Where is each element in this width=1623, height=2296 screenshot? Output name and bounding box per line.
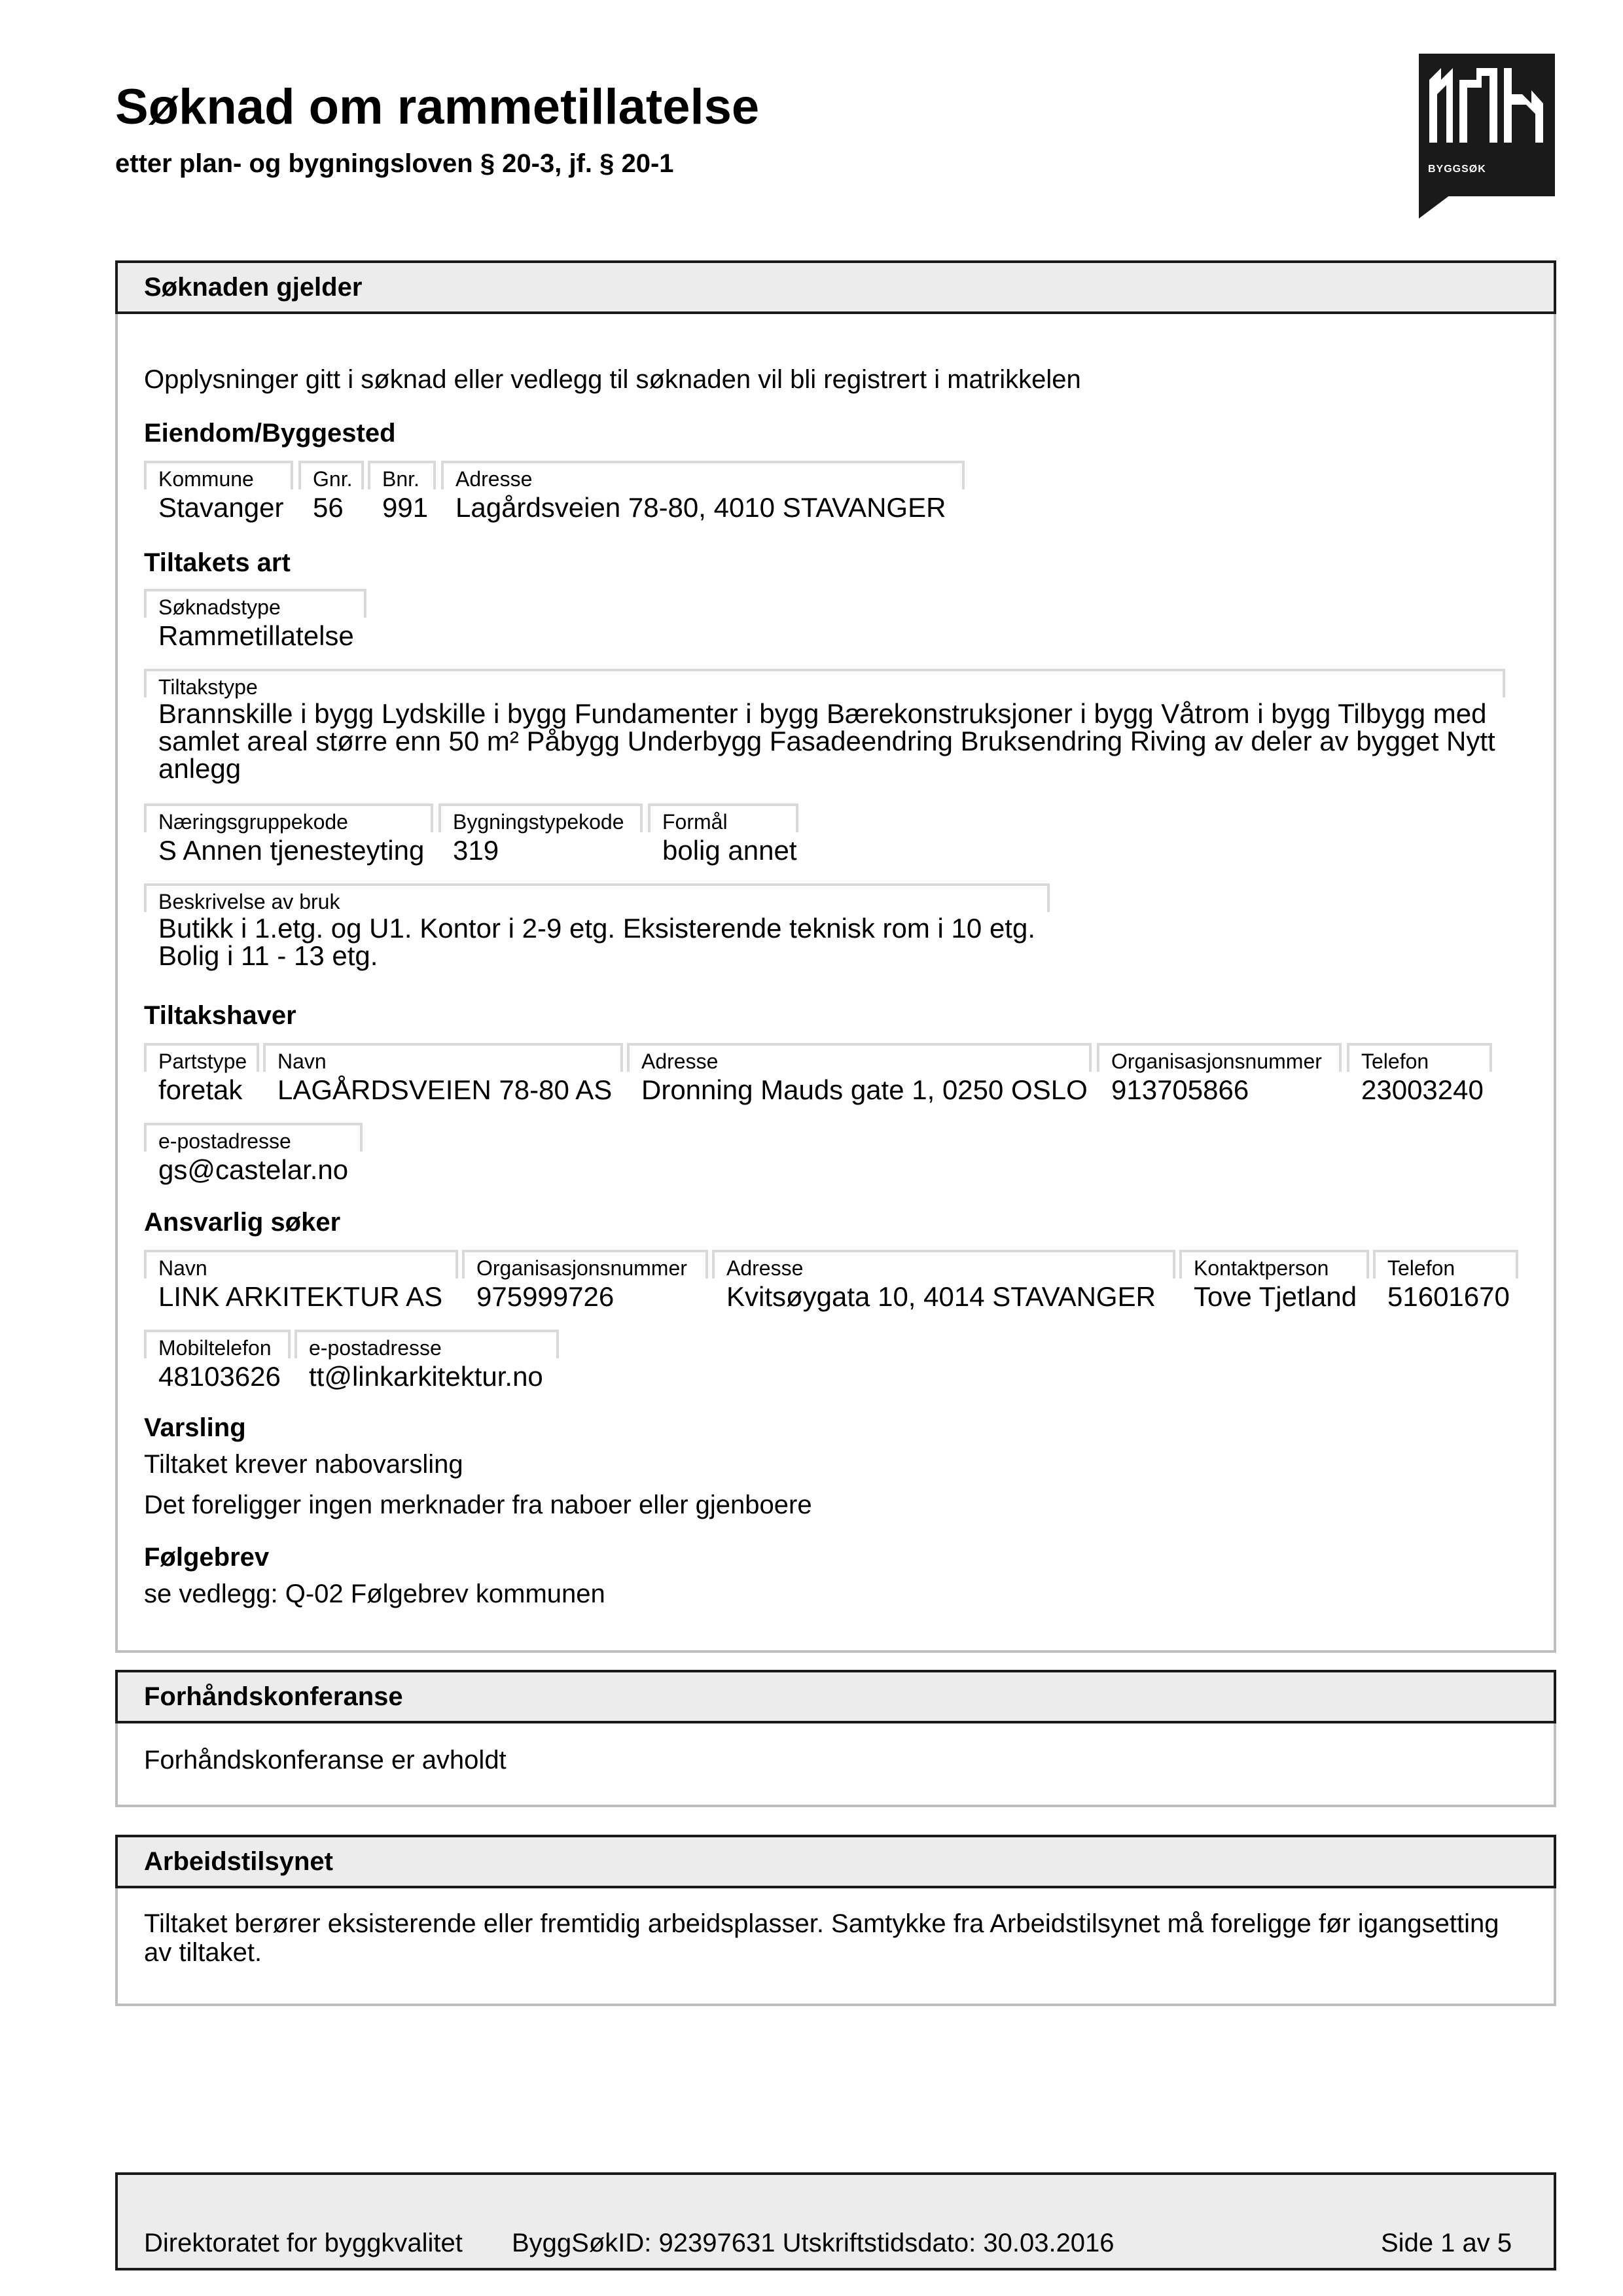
varsling-line1: Tiltaket krever nabovarsling (144, 1450, 463, 1479)
soknadstype-value: Rammetillatelse (158, 620, 354, 651)
tiltakshaver-epost-field (144, 1123, 363, 1186)
kommune-field (144, 461, 293, 523)
soker-epost-field (294, 1330, 559, 1392)
formal-value: bolig annet (662, 835, 797, 866)
matrikkel-intro: Opplysninger gitt i søknad eller vedlegg til søknaden vil bli registrert i matrikkelen (144, 365, 1081, 394)
bygningstypekode-label: Bygningstypekode (438, 804, 643, 832)
tiltakshaver-orgnr-label: Organisasjonsnummer (1097, 1043, 1342, 1072)
kommune-label: Kommune (144, 461, 293, 489)
beskrivelse-line1: Butikk i 1.etg. og U1. Kontor i 2-9 etg. Eksisterende teknisk rom i 10 etg. (158, 913, 1036, 944)
ansvarlig-soker-heading: Ansvarlig søker (144, 1208, 341, 1237)
soker-telefon-field (1373, 1250, 1518, 1313)
tiltakstype-field (144, 669, 1505, 783)
tiltakshaver-orgnr-value: 913705866 (1111, 1074, 1249, 1105)
forhandskonferanse-section (115, 1670, 1556, 1807)
gnr-field (298, 461, 364, 523)
folgebrev-text: se vedlegg: Q-02 Følgebrev kommunen (144, 1580, 605, 1608)
kommune-value: Stavanger (158, 492, 284, 523)
tiltakshaver-orgnr-field (1097, 1043, 1342, 1106)
beskrivelse-label: Beskrivelse av bruk (144, 883, 1050, 912)
varsling-heading: Varsling (144, 1413, 246, 1442)
tiltakstype-label: Tiltakstype (144, 669, 1505, 698)
tiltakshaver-adresse-field (627, 1043, 1092, 1106)
soker-navn-value: LINK ARKITEKTUR AS (158, 1281, 443, 1312)
soker-orgnr-label: Organisasjonsnummer (462, 1250, 708, 1279)
bygningstypekode-value: 319 (453, 835, 499, 866)
soker-kontakt-value: Tove Tjetland (1194, 1281, 1357, 1312)
soknadstype-field (144, 589, 366, 652)
soker-epost-value: tt@linkarkitektur.no (309, 1361, 543, 1392)
bnr-field (368, 461, 436, 523)
tiltakshaver-telefon-label: Telefon (1347, 1043, 1492, 1072)
footer-id: ByggSøkID: 92397631 Utskriftstidsdato: 30.03.2016 (512, 2229, 1115, 2257)
tiltakshaver-epost-value: gs@castelar.no (158, 1154, 349, 1185)
tiltakshaver-adresse-value: Dronning Mauds gate 1, 0250 OSLO (641, 1074, 1088, 1105)
beskrivelse-line2: Bolig i 11 - 13 etg. (158, 940, 378, 971)
soker-telefon-value: 51601670 (1387, 1281, 1510, 1312)
footer-page: Side 1 av 5 (1381, 2229, 1512, 2257)
tiltakshaver-navn-value: LAGÅRDSVEIEN 78-80 AS (277, 1074, 613, 1105)
partstype-field (144, 1043, 259, 1106)
bnr-label: Bnr. (368, 461, 436, 489)
soker-navn-field (144, 1250, 458, 1313)
partstype-label: Partstype (144, 1043, 259, 1072)
soker-mobil-label: Mobiltelefon (144, 1330, 291, 1358)
arbeidstilsynet-section (115, 1835, 1556, 2006)
soker-kontakt-field (1179, 1250, 1369, 1313)
soker-mobil-field (144, 1330, 291, 1392)
bnr-value: 991 (382, 492, 429, 523)
soker-orgnr-field (462, 1250, 708, 1313)
soker-adresse-label: Adresse (712, 1250, 1175, 1279)
soker-kontakt-label: Kontaktperson (1179, 1250, 1369, 1279)
naeringsgruppekode-label: Næringsgruppekode (144, 804, 433, 832)
soker-orgnr-value: 975999726 (476, 1281, 615, 1312)
soker-mobil-value: 48103626 (158, 1361, 281, 1392)
naeringsgruppekode-value: S Annen tjenesteyting (158, 835, 425, 866)
logo-text: BYGGSØK (1428, 164, 1486, 175)
arbeidstilsynet-text: Tiltaket berører eksisterende eller fremtidig arbeidsplasser. Samtykke fra Arbeidstilsynet må foreligge før igangsetting av tiltaket. (144, 1909, 1499, 1967)
tiltakshaver-telefon-field (1347, 1043, 1492, 1106)
soknadstype-label: Søknadstype (144, 589, 366, 618)
page-subtitle: etter plan- og bygningsloven § 20-3, jf. § 20-1 (115, 149, 674, 178)
eiendom-adresse-label: Adresse (441, 461, 965, 489)
forhandskonferanse-text: Forhåndskonferanse er avholdt (144, 1746, 507, 1775)
forhandskonferanse-heading: Forhåndskonferanse (115, 1670, 1556, 1723)
byggsok-logo (1419, 54, 1555, 196)
tiltakshaver-adresse-label: Adresse (627, 1043, 1092, 1072)
eiendom-adresse-value: Lagårdsveien 78-80, 4010 STAVANGER (455, 492, 946, 523)
soker-navn-label: Navn (144, 1250, 458, 1279)
soker-telefon-label: Telefon (1373, 1250, 1518, 1279)
soknaden-section (115, 260, 1556, 1653)
beskrivelse-field (144, 883, 1050, 970)
tiltakshaver-epost-label: e-postadresse (144, 1123, 363, 1152)
formal-label: Formål (648, 804, 798, 832)
eiendom-heading: Eiendom/Byggested (144, 419, 396, 448)
naeringsgruppekode-field (144, 804, 433, 866)
tiltakshaver-navn-field (263, 1043, 623, 1106)
tiltakets-art-heading: Tiltakets art (144, 548, 291, 577)
footer-org: Direktoratet for byggkvalitet (144, 2229, 463, 2257)
page-footer (115, 2172, 1556, 2270)
soker-epost-label: e-postadresse (294, 1330, 559, 1358)
arbeidstilsynet-heading: Arbeidstilsynet (115, 1835, 1556, 1888)
folgebrev-heading: Følgebrev (144, 1543, 270, 1572)
tiltakshaver-navn-label: Navn (263, 1043, 623, 1072)
soker-adresse-value: Kvitsøygata 10, 4014 STAVANGER (726, 1281, 1156, 1312)
gnr-label: Gnr. (298, 461, 364, 489)
partstype-value: foretak (158, 1074, 243, 1105)
varsling-line2: Det foreligger ingen merknader fra naboer eller gjenboere (144, 1491, 812, 1519)
tiltakshaver-heading: Tiltakshaver (144, 1001, 296, 1030)
soknaden-heading: Søknaden gjelder (115, 260, 1556, 314)
gnr-value: 56 (313, 492, 344, 523)
soker-adresse-field (712, 1250, 1175, 1313)
logo-flag (1419, 195, 1450, 219)
eiendom-adresse-field (441, 461, 965, 523)
formal-field (648, 804, 798, 866)
tiltakstype-value: Brannskille i bygg Lydskille i bygg Fundamenter i bygg Bærekonstruksjoner i bygg Våtrom i bygg Tilbygg med samlet areal større enn 50 m² Påbygg Underbygg Fasadeendring Bruksendring Riving av deler av bygget Nytt anlegg (158, 698, 1495, 784)
page-title: Søknad om rammetillatelse (115, 79, 760, 135)
tiltakshaver-telefon-value: 23003240 (1361, 1074, 1484, 1105)
bygningstypekode-field (438, 804, 643, 866)
